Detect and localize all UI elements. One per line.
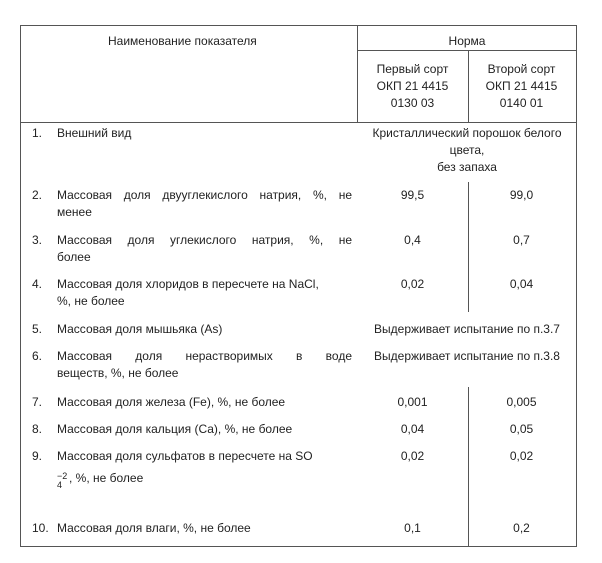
- grade1-line2: ОКП 21 4415: [376, 79, 449, 93]
- row-name: Массовая доля хлоридов в пересчете на NaCl,: [57, 277, 319, 291]
- row-span-value: без запаха: [437, 160, 497, 174]
- row-number: 10.: [32, 521, 49, 535]
- row-number: 8.: [32, 422, 43, 436]
- row-name: веществ, %, не более: [57, 366, 179, 380]
- row-name: Массовая доля железа (Fe), %, не более: [57, 395, 286, 409]
- sulfate-subscript: 4: [57, 480, 63, 490]
- header-name-col: Наименование показателя: [108, 34, 257, 48]
- row-value-grade1: 0,02: [400, 449, 425, 463]
- row-value-grade2: 0,2: [513, 521, 530, 535]
- row-number: 9.: [32, 449, 43, 463]
- row-value-grade2: 0,04: [509, 277, 534, 291]
- row-number: 7.: [32, 395, 43, 409]
- row-value-grade1: 99,5: [400, 188, 425, 202]
- row-value-grade2: 0,02: [509, 449, 534, 463]
- grade2-line1: Второй сорт: [487, 62, 556, 76]
- row-name: Массовая доля нерастворимых в воде: [57, 349, 352, 363]
- row-span-value: Выдерживает испытание по п.3.7: [374, 322, 560, 336]
- header-bottom-rule: [20, 122, 577, 123]
- row-number: 3.: [32, 233, 43, 247]
- row-number: 6.: [32, 349, 43, 363]
- row-number: 4.: [32, 277, 43, 291]
- row-name: Массовая доля мышьяка (As): [57, 322, 223, 336]
- row-name-formula: [57, 468, 143, 488]
- row-value-grade1: 0,4: [404, 233, 421, 247]
- row-span-value: цвета,: [449, 143, 485, 157]
- row-name: Массовая доля двууглекислого натрия, %, не: [57, 188, 352, 202]
- row-value-grade2: 0,7: [513, 233, 530, 247]
- grade1-line3: 0130 03: [390, 96, 435, 110]
- row-span-value: Выдерживает испытание по п.3.8: [374, 349, 560, 363]
- header-norm-col: Норма: [448, 34, 486, 48]
- row-value-grade1: 0,001: [397, 395, 428, 409]
- grade1-line1: Первый сорт: [376, 62, 449, 76]
- row-name: Массовая доля влаги, %, не более: [57, 521, 251, 535]
- row-value-grade2: 0,05: [509, 422, 534, 436]
- row-number: 5.: [32, 322, 43, 336]
- sulfate-superscript: −2: [57, 471, 68, 481]
- row-value-grade1: 0,02: [400, 277, 425, 291]
- row-span-value: Кристаллический порошок белого: [372, 126, 562, 140]
- row-name: Внешний вид: [57, 126, 132, 140]
- row-name: менее: [57, 205, 92, 219]
- row-name: Массовая доля углекислого натрия, %, не: [57, 233, 352, 247]
- row-name-tail: , %, не более: [69, 471, 144, 485]
- row-name: Массовая доля кальция (Са), %, не более: [57, 422, 293, 436]
- row-number: 1.: [32, 126, 43, 140]
- row-value-grade2: 99,0: [509, 188, 534, 202]
- grade2-line3: 0140 01: [499, 96, 544, 110]
- row-name: Массовая доля сульфатов в пересчете на SO: [57, 449, 313, 463]
- row-value-grade1: 0,1: [404, 521, 421, 535]
- row-value-grade1: 0,04: [400, 422, 425, 436]
- row-number: 2.: [32, 188, 43, 202]
- row-name: более: [57, 250, 91, 264]
- row-value-grade2: 0,005: [506, 395, 537, 409]
- header-norm-underline: [357, 50, 577, 51]
- grade2-line2: ОКП 21 4415: [485, 79, 558, 93]
- row-name: %, не более: [57, 294, 125, 308]
